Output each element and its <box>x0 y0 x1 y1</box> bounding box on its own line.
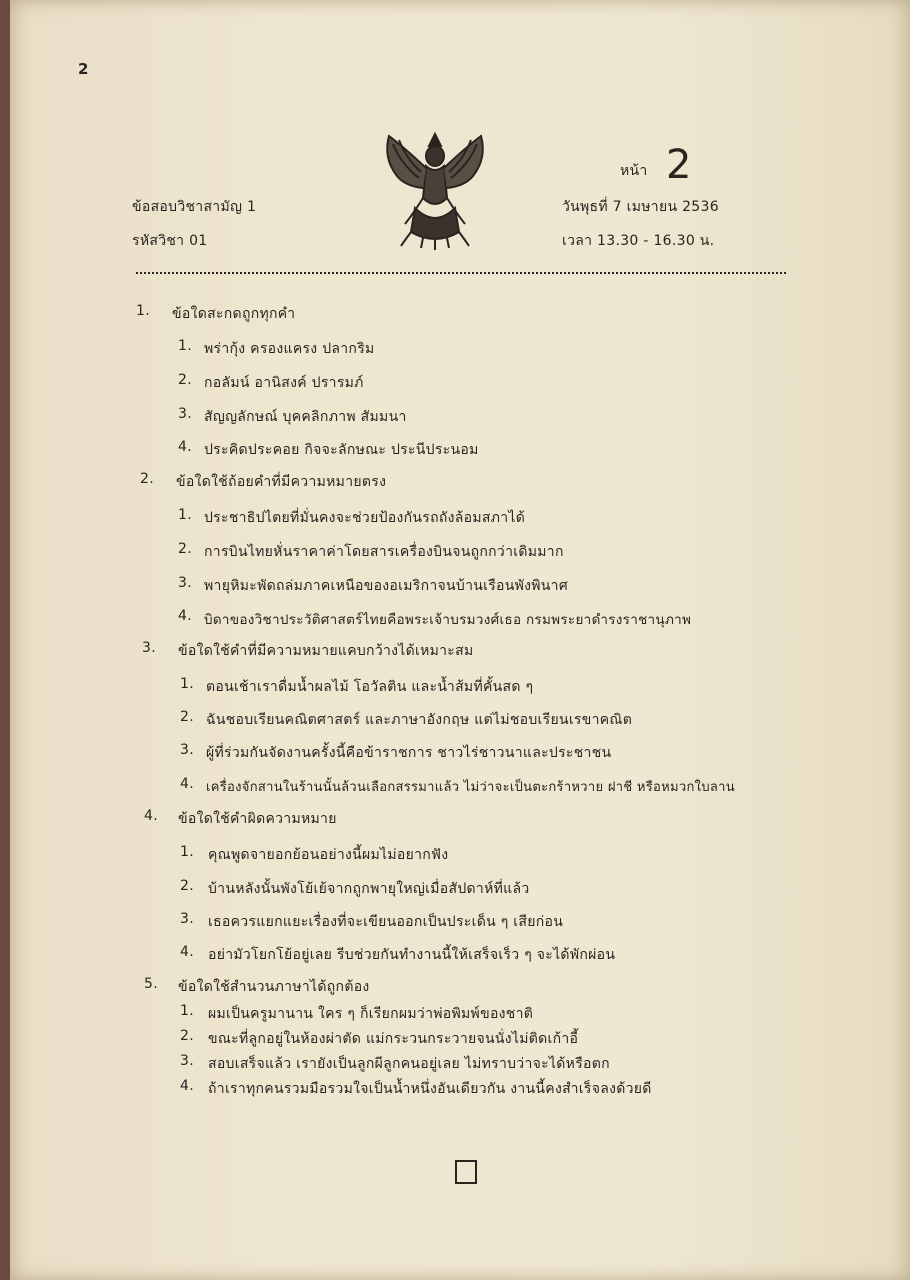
option-number: 3. <box>178 406 192 422</box>
option-number: 4. <box>180 944 194 960</box>
option-number: 4. <box>180 776 194 792</box>
option-number: 2. <box>178 372 192 388</box>
option-text: บิดาของวิชาประวัติศาสตร์ไทยคือพระเจ้าบรมวงศ์เธอ กรมพระยาดำรงราชานุภาพ <box>204 612 692 628</box>
option-number: 3. <box>180 1053 194 1069</box>
question-text: ข้อใดใช้ถ้อยคำที่มีความหมายตรง <box>176 474 387 490</box>
option-text: สัญญลักษณ์ บุคคลิกภาพ สัมมนา <box>204 409 407 425</box>
option-text: ตอนเช้าเราดื่มน้ำผลไม้ โอวัลติน และน้ำส้มที่คั้นสด ๆ <box>206 679 534 695</box>
question-number: 1. <box>136 303 150 319</box>
question-number: 3. <box>142 640 156 656</box>
option-number: 4. <box>180 1078 194 1094</box>
exam-time: เวลา 13.30 - 16.30 น. <box>562 233 715 249</box>
option-number: 1. <box>180 1003 194 1019</box>
question-number: 4. <box>144 808 158 824</box>
option-number: 1. <box>178 338 192 354</box>
option-number: 3. <box>178 575 192 591</box>
exam-page <box>10 0 910 1280</box>
subject-title: ข้อสอบวิชาสามัญ 1 <box>132 199 257 215</box>
question-text: ข้อใดใช้สำนวนภาษาได้ถูกต้อง <box>178 979 370 995</box>
option-text: เธอควรแยกแยะเรื่องที่จะเขียนออกเป็นประเด็น ๆ เสียก่อน <box>208 914 564 930</box>
page-number-large: 2 <box>666 142 692 188</box>
option-text: พายุหิมะพัดถล่มภาคเหนือของอเมริกาจนบ้านเรือนพังพินาศ <box>204 578 569 594</box>
option-number: 1. <box>178 507 192 523</box>
option-text: บ้านหลังนั้นพังโย้เย้จากถูกพายุใหญ่เมื่อสัปดาห์ที่แล้ว <box>208 881 530 897</box>
question-text: ข้อใดสะกดถูกทุกคำ <box>172 306 296 322</box>
option-text: ประคิดประคอย กิจจะลักษณะ ประนีประนอม <box>204 442 479 458</box>
option-text: กอลัมน์ อานิสงค์ ปรารมภ์ <box>204 375 364 391</box>
option-number: 1. <box>180 844 194 860</box>
option-number: 2. <box>180 878 194 894</box>
garuda-emblem-icon <box>375 128 495 252</box>
option-text: ถ้าเราทุกคนรวมมือรวมใจเป็นน้ำหนึ่งอันเดียวกัน งานนี้คงสำเร็จลงด้วยดี <box>208 1081 652 1097</box>
option-text: ฉันชอบเรียนคณิตศาสตร์ และภาษาอังกฤษ แต่ไม่ชอบเรียนเรขาคณิต <box>206 712 633 728</box>
option-text: อย่ามัวโยกโย้อยู่เลย รีบช่วยกันทำงานนี้ให้เสร็จเร็ว ๆ จะได้พักผ่อน <box>208 947 616 963</box>
option-text: ผมเป็นครูมานาน ใคร ๆ ก็เรียกผมว่าพ่อพิมพ์ของชาติ <box>208 1006 534 1022</box>
answer-box <box>455 1160 477 1184</box>
option-text: ขณะที่ลูกอยู่ในห้องผ่าตัด แม่กระวนกระวายจนนั่งไม่ติดเก้าอี้ <box>208 1031 579 1047</box>
question-number: 5. <box>144 976 158 992</box>
option-number: 2. <box>178 541 192 557</box>
option-number: 1. <box>180 676 194 692</box>
option-number: 2. <box>180 709 194 725</box>
option-number: 4. <box>178 439 192 455</box>
option-text: เครื่องจักสานในร้านนั้นล้วนเลือกสรรมาแล้ว ไม่ว่าจะเป็นตะกร้าหวาย ฝาชี หรือหมวกใบลาน <box>206 780 735 795</box>
option-text: สอบเสร็จแล้ว เรายังเป็นลูกผีลูกคนอยู่เลย ไม่ทราบว่าจะได้หรือตก <box>208 1056 610 1072</box>
exam-date: วันพุธที่ 7 เมษายน 2536 <box>562 199 719 215</box>
page-label: หน้า <box>620 163 648 179</box>
option-number: 3. <box>180 742 194 758</box>
option-number: 4. <box>178 608 192 624</box>
subject-code: รหัสวิชา 01 <box>132 233 208 249</box>
option-text: พร่ากุ้ง ครองแครง ปลากริม <box>204 341 375 357</box>
page-number: 2 <box>78 60 89 78</box>
option-text: การบินไทยหั่นราคาค่าโดยสารเครื่องบินจนถูกกว่าเดิมมาก <box>204 544 564 560</box>
option-number: 2. <box>180 1028 194 1044</box>
option-text: ประชาธิปไตยที่มั่นคงจะช่วยป้องกันรถถังล้อมสภาได้ <box>204 510 526 526</box>
question-number: 2. <box>140 471 154 487</box>
dotted-divider <box>136 272 786 274</box>
option-number: 3. <box>180 911 194 927</box>
question-text: ข้อใดใช้คำผิดความหมาย <box>178 811 337 827</box>
option-text: ผู้ที่ร่วมกันจัดงานครั้งนี้คือข้าราชการ ชาวไร่ชาวนาและประชาชน <box>206 745 612 761</box>
option-text: คุณพูดจายอกย้อนอย่างนี้ผมไม่อยากฟัง <box>208 847 449 863</box>
question-text: ข้อใดใช้คำที่มีความหมายแคบกว้างได้เหมาะสม <box>178 643 474 659</box>
